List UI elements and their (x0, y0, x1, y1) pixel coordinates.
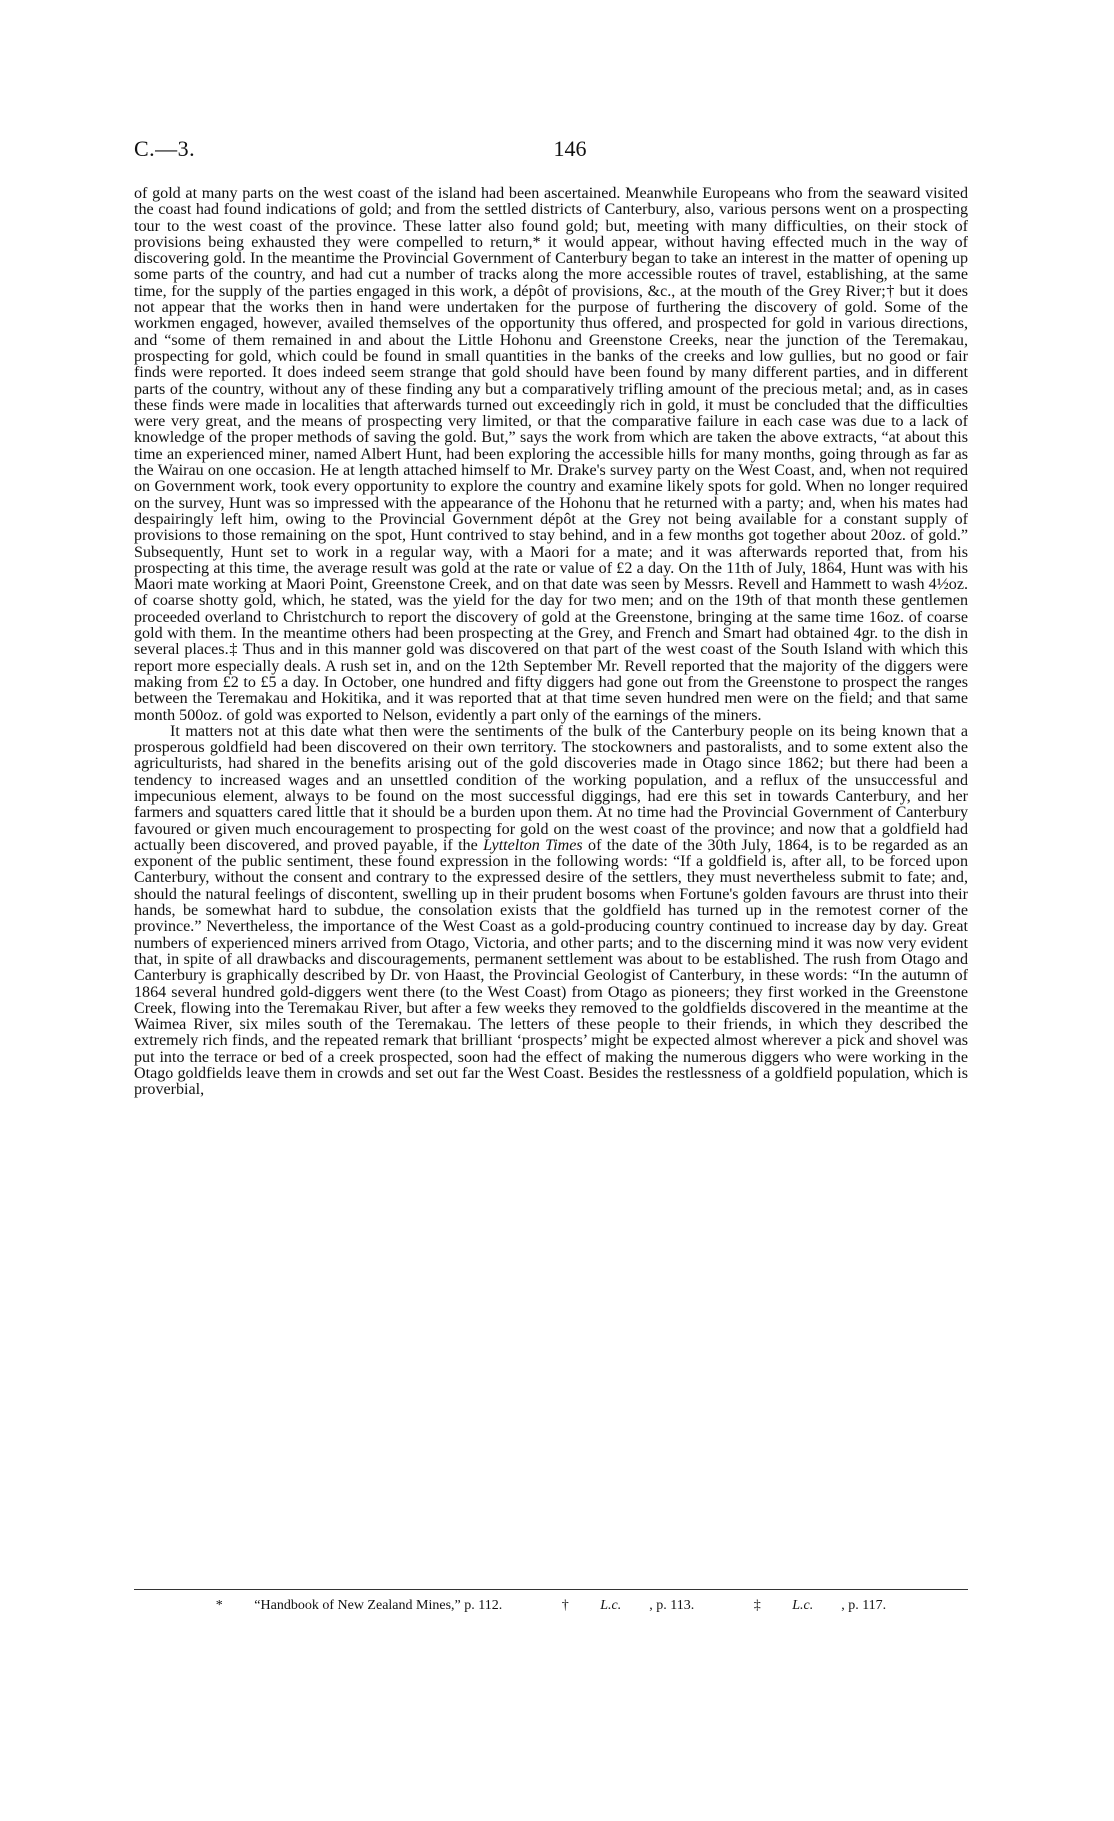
footnote-3 (740, 1598, 900, 1613)
footnote-1 (202, 1598, 516, 1613)
footnote-2 (548, 1598, 708, 1613)
newspaper-title: Lyttelton Times (483, 836, 583, 854)
footnote-1-text: “Handbook of New Zealand Mines,” p. 112. (254, 1598, 503, 1613)
document-id: C.—3. (134, 136, 196, 161)
body-text (134, 186, 968, 1099)
footnote-3-italic: L.c. (792, 1598, 814, 1613)
paragraph-2-text-b: of the date of the 30th July, 1864, is to be regarded as an exponent of the public sentiment, these found expression in the following words: “If a goldfield is, after all, to be forced upon Canterbury, without the consent and contrary to the expressed desire of the settlers, they must nevertheless submit to fate; and, should the natural feelings of discontent, swelling up in their prudent bosoms when Fortune's golden favours are thrust into their hands, be somewhat hard to subdue, the consolation exists that the goldfield has turned up in the remotest corner of the province.” Nevertheless, the importance of the West Coast as a gold-producing country continued to increase day by day. Great numbers of experienced miners arrived from Otago, Victoria, and other parts; and to the discerning mind it was now very evident that, in spite of all drawbacks and discouragements, permanent settlement was about to be established. The rush from Otago and Canterbury is graphically described by Dr. von Haast, the Provincial Geologist of Canterbury, in these words: “In the autumn of 1864 several hundred gold-diggers went there (to the West Coast) from Otago as pioneers; they first worked in the Greenstone Creek, flowing into the Teremakau River, but after a few weeks they removed to the goldfields discovered in the meantime at the Waimea River, six miles south of the Teremakau. The letters of these people to their friends, in which they described the extremely rich finds, and the repeated remark that brilliant ‘prospects’ might be expected almost wherever a pick and shovel was put into the terrace or bed of a creek prospected, soon had the effect of making the numerous diggers who were working in the Otago goldfields leave them in crowds and set out far the West Coast. Besides the restlessness of a goldfield population, which is proverbial, (134, 836, 969, 1099)
footnote-2-italic: L.c. (600, 1598, 622, 1613)
footnote-divider (134, 1589, 968, 1590)
footnote-3-text: , p. 117. (841, 1598, 887, 1613)
paragraph-2 (134, 724, 968, 1099)
page-number: 146 (553, 136, 587, 161)
footnote-3-mark: ‡ (753, 1598, 761, 1613)
footnote-2-text: , p. 113. (649, 1598, 695, 1613)
footnote-1-mark: * (215, 1598, 223, 1613)
footnote-2-mark: † (561, 1598, 569, 1613)
paragraph-1-text: of gold at many parts on the west coast of the island had been ascertained. Meanwhile Europeans who from the seaward visited the coast had found indications of gold; and from the settled districts of Canterbury, also, various persons went on a prospecting tour to the west coast of the province. These latter also found gold; but, meeting with many difficulties, on their stock of provisions being exhausted they were compelled to return,* it would appear, without having effected much in the way of discovering gold. In the meantime the Provincial Government of Canterbury began to take an interest in the matter of opening up some parts of the country, and had cut a number of tracks along the more accessible routes of travel, establishing, at the same time, for the supply of the parties engaged in this work, a dépôt of provisions, &c., at the mouth of the Grey River;† but it does not appear that the works then in hand were undertaken for the purpose of furthering the discovery of gold. Some of the workmen engaged, however, availed themselves of the opportunity thus offered, and prospected for gold in various directions, and “some of them remained in and about the Little Hohonu and Greenstone Creeks, near the junction of the Teremakau, prospecting for gold, which could be found in small quantities in the banks of the creeks and low gullies, but no good or fair finds were reported. It does indeed seem strange that gold should have been found by many different parties, and in different parts of the country, without any of these finding any but a comparatively trifling amount of the precious metal; and, as in cases these finds were made in localities that afterwards turned out exceedingly rich in gold, it must be concluded that the difficulties were very great, and the means of prospecting very limited, or that the comparative failure in each case was due to a lack of knowledge of the proper methods of saving the gold. But,” says the work from which are taken the above extracts, “at about this time an experienced miner, named Albert Hunt, had been exploring the accessible hills for many months, going through as far as the Wairau on one occasion. He at length attached himself to Mr. Drake's survey party on the West Coast, and, when not required on Government work, took every opportunity to explore the country and examine likely spots for gold. When no longer required on the survey, Hunt was so impressed with the appearance of the Hohonu that he returned with a party; and, when his mates had despairingly left him, owing to the Provincial Government dépôt at the Grey not being available for a constant supply of provisions to those remaining on the spot, Hunt contrived to stay behind, and in a few months got together about 20oz. of gold.” Subsequently, Hunt set to work in a regular way, with a Maori for a mate; and it was afterwards reported that, from his prospecting at this time, the average result was gold at the rate or value of £2 a day. On the 11th of July, 1864, Hunt was with his Maori mate working at Maori Point, Greenstone Creek, and on that date was seen by Messrs. Revell and Hammett to wash 4½oz. of coarse shotty gold, which, he stated, was the yield for the day for two men; and on the 19th of that month these gentlemen proceeded overland to Christchurch to report the discovery of gold at the Greenstone, bringing at the same time 16oz. of coarse gold with them. In the meantime others had been prospecting at the Grey, and French and Smart had obtained 4gr. to the dish in several places.‡ Thus and in this manner gold was discovered on that part of the west coast of the South Island with which this report more especially deals. A rush set in, and on the 12th September Mr. Revell reported that the majority of the diggers were making from £2 to £5 a day. In October, one hundred and fifty diggers had gone out from the Greenstone to prospect the ranges between the Teremakau and Hokitika, and it was reported that at that time seven hundred men were on the field; and that same month 500oz. of gold was exported to Nelson, evidently a part only of the earnings of the miners. (134, 185, 968, 724)
footnotes (134, 1597, 968, 1615)
paragraph-1 (134, 186, 968, 724)
paragraph-2-text-a: It matters not at this date what then were the sentiments of the bulk of the Canterbury people on its being known that a prosperous goldfield had been discovered on their own territory. The stockowners and pastoralists, and to some extent also the agriculturists, had shared in the benefits arising out of the gold discoveries made in Otago since 1862; but there had been a tendency to increased wages and an unsettled condition of the working population, and a reflux of the unsuccessful and impecunious element, always to be found on the most successful diggings, had ere this set in towards Canterbury, and her farmers and squatters cared little that it should be a burden upon them. At no time had the Provincial Government of Canterbury favoured or given much encouragement to prospecting for gold on the west coast of the province; and now that a goldfield had actually been discovered, and proved payable, if the (134, 722, 968, 854)
